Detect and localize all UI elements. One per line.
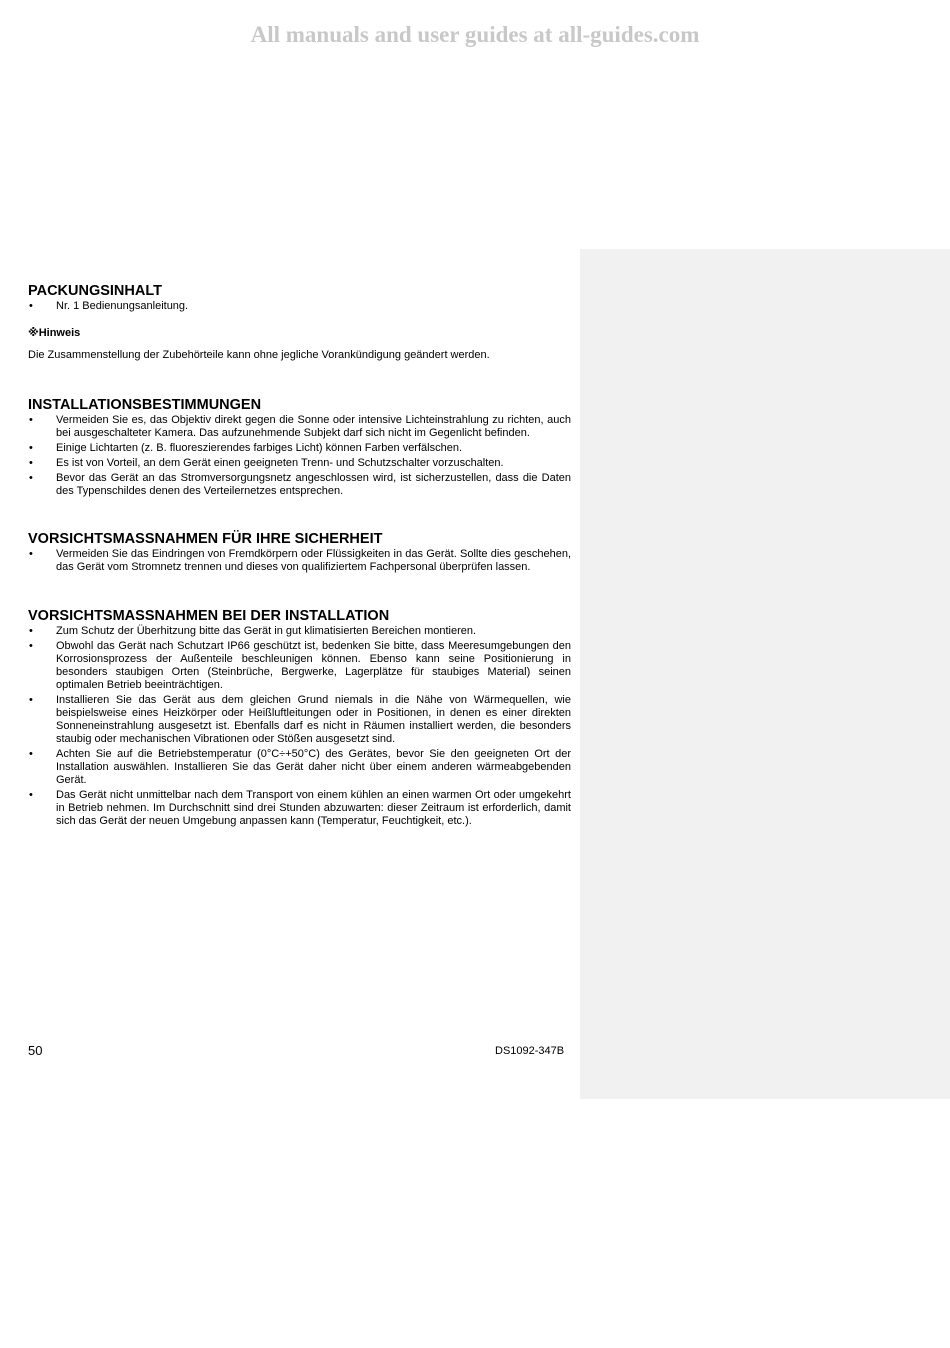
section-title-installationsbestimmungen: INSTALLATIONSBESTIMMUNGEN	[28, 397, 262, 413]
side-panel	[580, 249, 950, 1099]
bullet-list-packungsinhalt	[28, 300, 571, 313]
note-text: Die Zusammenstellung der Zubehörteile kann ohne jegliche Vorankündigung geändert werden.	[28, 349, 490, 361]
document-code: DS1092-347B	[495, 1045, 565, 1057]
bullet-list-installation	[28, 625, 571, 828]
section-title-packungsinhalt: PACKUNGSINHALT	[28, 283, 162, 299]
list-item: • Vermeiden Sie das Eindringen von Fremdkörpern oder Flüssigkeiten in das Gerät. Sollte dies geschehen, das Gerät vom Stromnetz trennen und dieses von qualifiziertem Fachpersonal überprüfen lassen.	[28, 548, 571, 574]
list-item: • Installieren Sie das Gerät aus dem gleichen Grund niemals in die Nähe von Wärmequellen, wie beispielsweise eines Heizkörper oder Heißluftleitungen oder in Positionen, in denen es einer direkten Sonneneinstrahlung ausgesetzt ist. Ebenfalls darf es nicht in Räumen installiert werden, die besonders staubig oder mechanischen Vibrationen oder Stößen ausgesetzt sind.	[28, 694, 571, 746]
list-item: • Nr. 1 Bedienungsanleitung.	[28, 300, 571, 313]
list-item: • Einige Lichtarten (z. B. fluoreszierendes farbiges Licht) können Farben verfälschen.	[28, 442, 571, 455]
list-item: • Das Gerät nicht unmittelbar nach dem Transport von einem kühlen an einen warmen Ort oder umgekehrt in Betrieb nehmen. Im Durchschnitt sind drei Stunden abzuwarten: dieser Zeitraum ist erforderlich, damit sich das Gerät der neuen Umgebung anpassen kann (Temperatur, Feuchtigkeit, etc.).	[28, 789, 571, 828]
list-item: • Bevor das Gerät an das Stromversorgungsnetz angeschlossen wird, ist sicherzustellen, dass die Daten des Typenschildes denen des Verteilernetzes entsprechen.	[28, 472, 571, 498]
bullet-list-installationsbestimmungen	[28, 414, 571, 498]
note-label: ※Hinweis	[28, 327, 81, 339]
list-item: • Obwohl das Gerät nach Schutzart IP66 geschützt ist, bedenken Sie bitte, dass Meeresumgebungen den Korrosionsprozess der Außenteile beschleunigen können. Ebenso kann seine Positionierung in besonders staubigen Orten (Steinbrüche, Bergwerke, Lagerplätze für staubiges Material) seinen optimalen Betrieb beeinträchtigen.	[28, 640, 571, 692]
section-title-installation: VORSICHTSMASSNAHMEN BEI DER INSTALLATION	[28, 608, 390, 624]
list-item: • Achten Sie auf die Betriebstemperatur (0°C÷+50°C) des Gerätes, bevor Sie den geeigneten Ort der Installation auswählen. Installieren Sie das Gerät daher nicht über einem anderen wärmeabgebenden Gerät.	[28, 748, 571, 787]
section-title-sicherheit: VORSICHTSMASSNAHMEN FÜR IHRE SICHERHEIT	[28, 531, 383, 547]
page-number: 50	[28, 1043, 43, 1058]
watermark: All manuals and user guides at all-guides.com	[250, 22, 700, 47]
list-item: • Es ist von Vorteil, an dem Gerät einen geeigneten Trenn- und Schutzschalter vorzuschalten.	[28, 457, 571, 470]
document-content	[28, 282, 571, 830]
list-item: • Vermeiden Sie es, das Objektiv direkt gegen die Sonne oder intensive Lichteinstrahlung zu richten, auch bei ausgeschalteter Kamera. Das aufzunehmende Subjekt darf sich nicht im Gegenlicht befinden.	[28, 414, 571, 440]
bullet-list-sicherheit	[28, 548, 571, 574]
list-item: • Zum Schutz der Überhitzung bitte das Gerät in gut klimatisierten Bereichen montieren.	[28, 625, 571, 638]
